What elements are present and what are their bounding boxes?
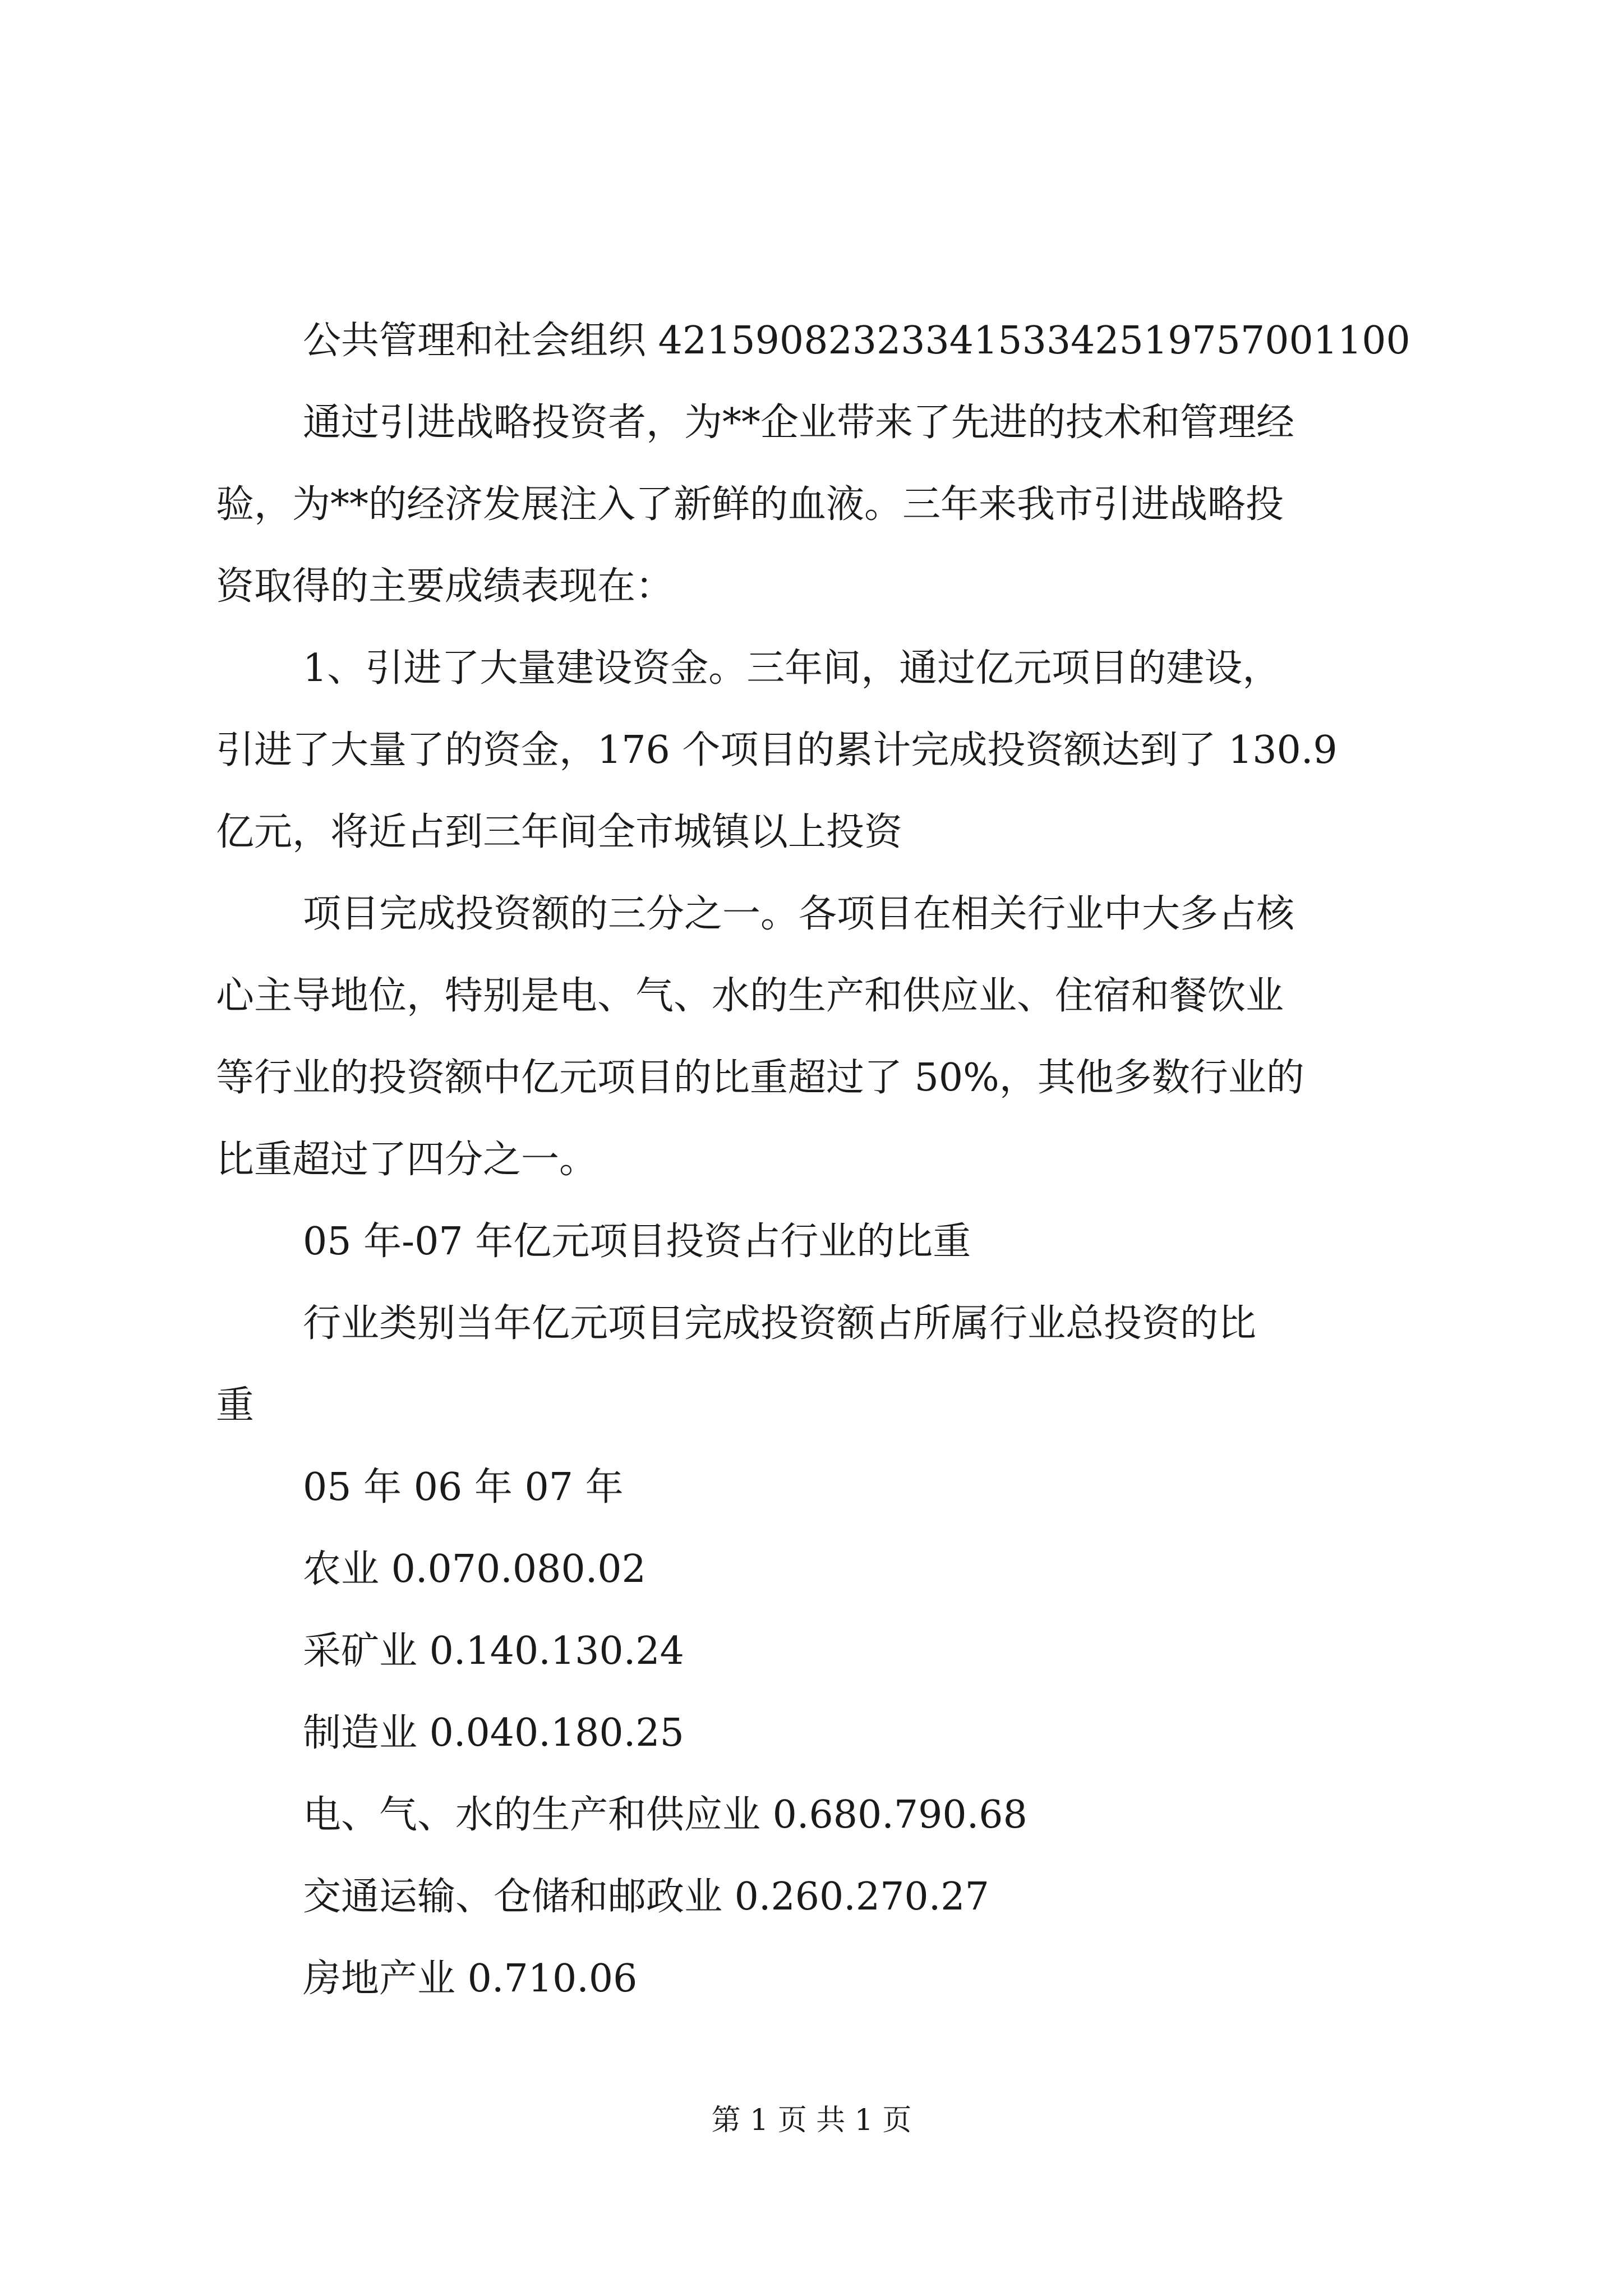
table-row-transport: 交通运输、仓储和邮政业 0.260.270.27 bbox=[303, 1875, 989, 1919]
text-line-9: 心主导地位，特别是电、气、水的生产和供应业、住宿和餐饮业 bbox=[216, 974, 1284, 1018]
table-title: 05 年-07 年亿元项目投资占行业的比重 bbox=[303, 1220, 971, 1264]
text-line-8: 项目完成投资额的三分之一。各项目在相关行业中大多占核 bbox=[303, 892, 1295, 936]
table-header-line-1: 行业类别当年亿元项目完成投资额占所属行业总投资的比 bbox=[303, 1301, 1257, 1346]
table-row-mining: 采矿业 0.140.130.24 bbox=[303, 1629, 684, 1673]
text-line-1: 公共管理和社会组织 4215908232334153342519757001100 bbox=[303, 319, 1410, 363]
text-line-10: 等行业的投资额中亿元项目的比重超过了 50%，其他多数行业的 bbox=[216, 1056, 1304, 1100]
table-row-manufacturing: 制造业 0.040.180.25 bbox=[303, 1711, 684, 1755]
text-line-7: 亿元，将近占到三年间全市城镇以上投资 bbox=[216, 810, 903, 854]
table-row-real-estate: 房地产业 0.710.06 bbox=[303, 1957, 638, 2001]
text-line-6: 引进了大量了的资金，176 个项目的累计完成投资额达到了 130.9 bbox=[216, 728, 1338, 772]
table-row-agriculture: 农业 0.070.080.02 bbox=[303, 1547, 646, 1591]
text-line-11: 比重超过了四分之一。 bbox=[216, 1138, 598, 1182]
table-header-line-2: 重 bbox=[216, 1383, 255, 1428]
text-line-5: 1、引进了大量建设资金。三年间，通过亿元项目的建设， bbox=[303, 646, 1281, 691]
document-body bbox=[216, 300, 1461, 2020]
text-line-3: 验，为**的经济发展注入了新鲜的血液。三年来我市引进战略投 bbox=[216, 482, 1284, 527]
table-row-utilities: 电、气、水的生产和供应业 0.680.790.68 bbox=[303, 1793, 1027, 1837]
page-footer: 第 1 页 共 1 页 bbox=[711, 2104, 912, 2137]
table-year-header: 05 年 06 年 07 年 bbox=[303, 1465, 624, 1510]
text-line-2: 通过引进战略投资者，为**企业带来了先进的技术和管理经 bbox=[303, 401, 1295, 445]
text-line-4: 资取得的主要成绩表现在： bbox=[216, 564, 674, 609]
